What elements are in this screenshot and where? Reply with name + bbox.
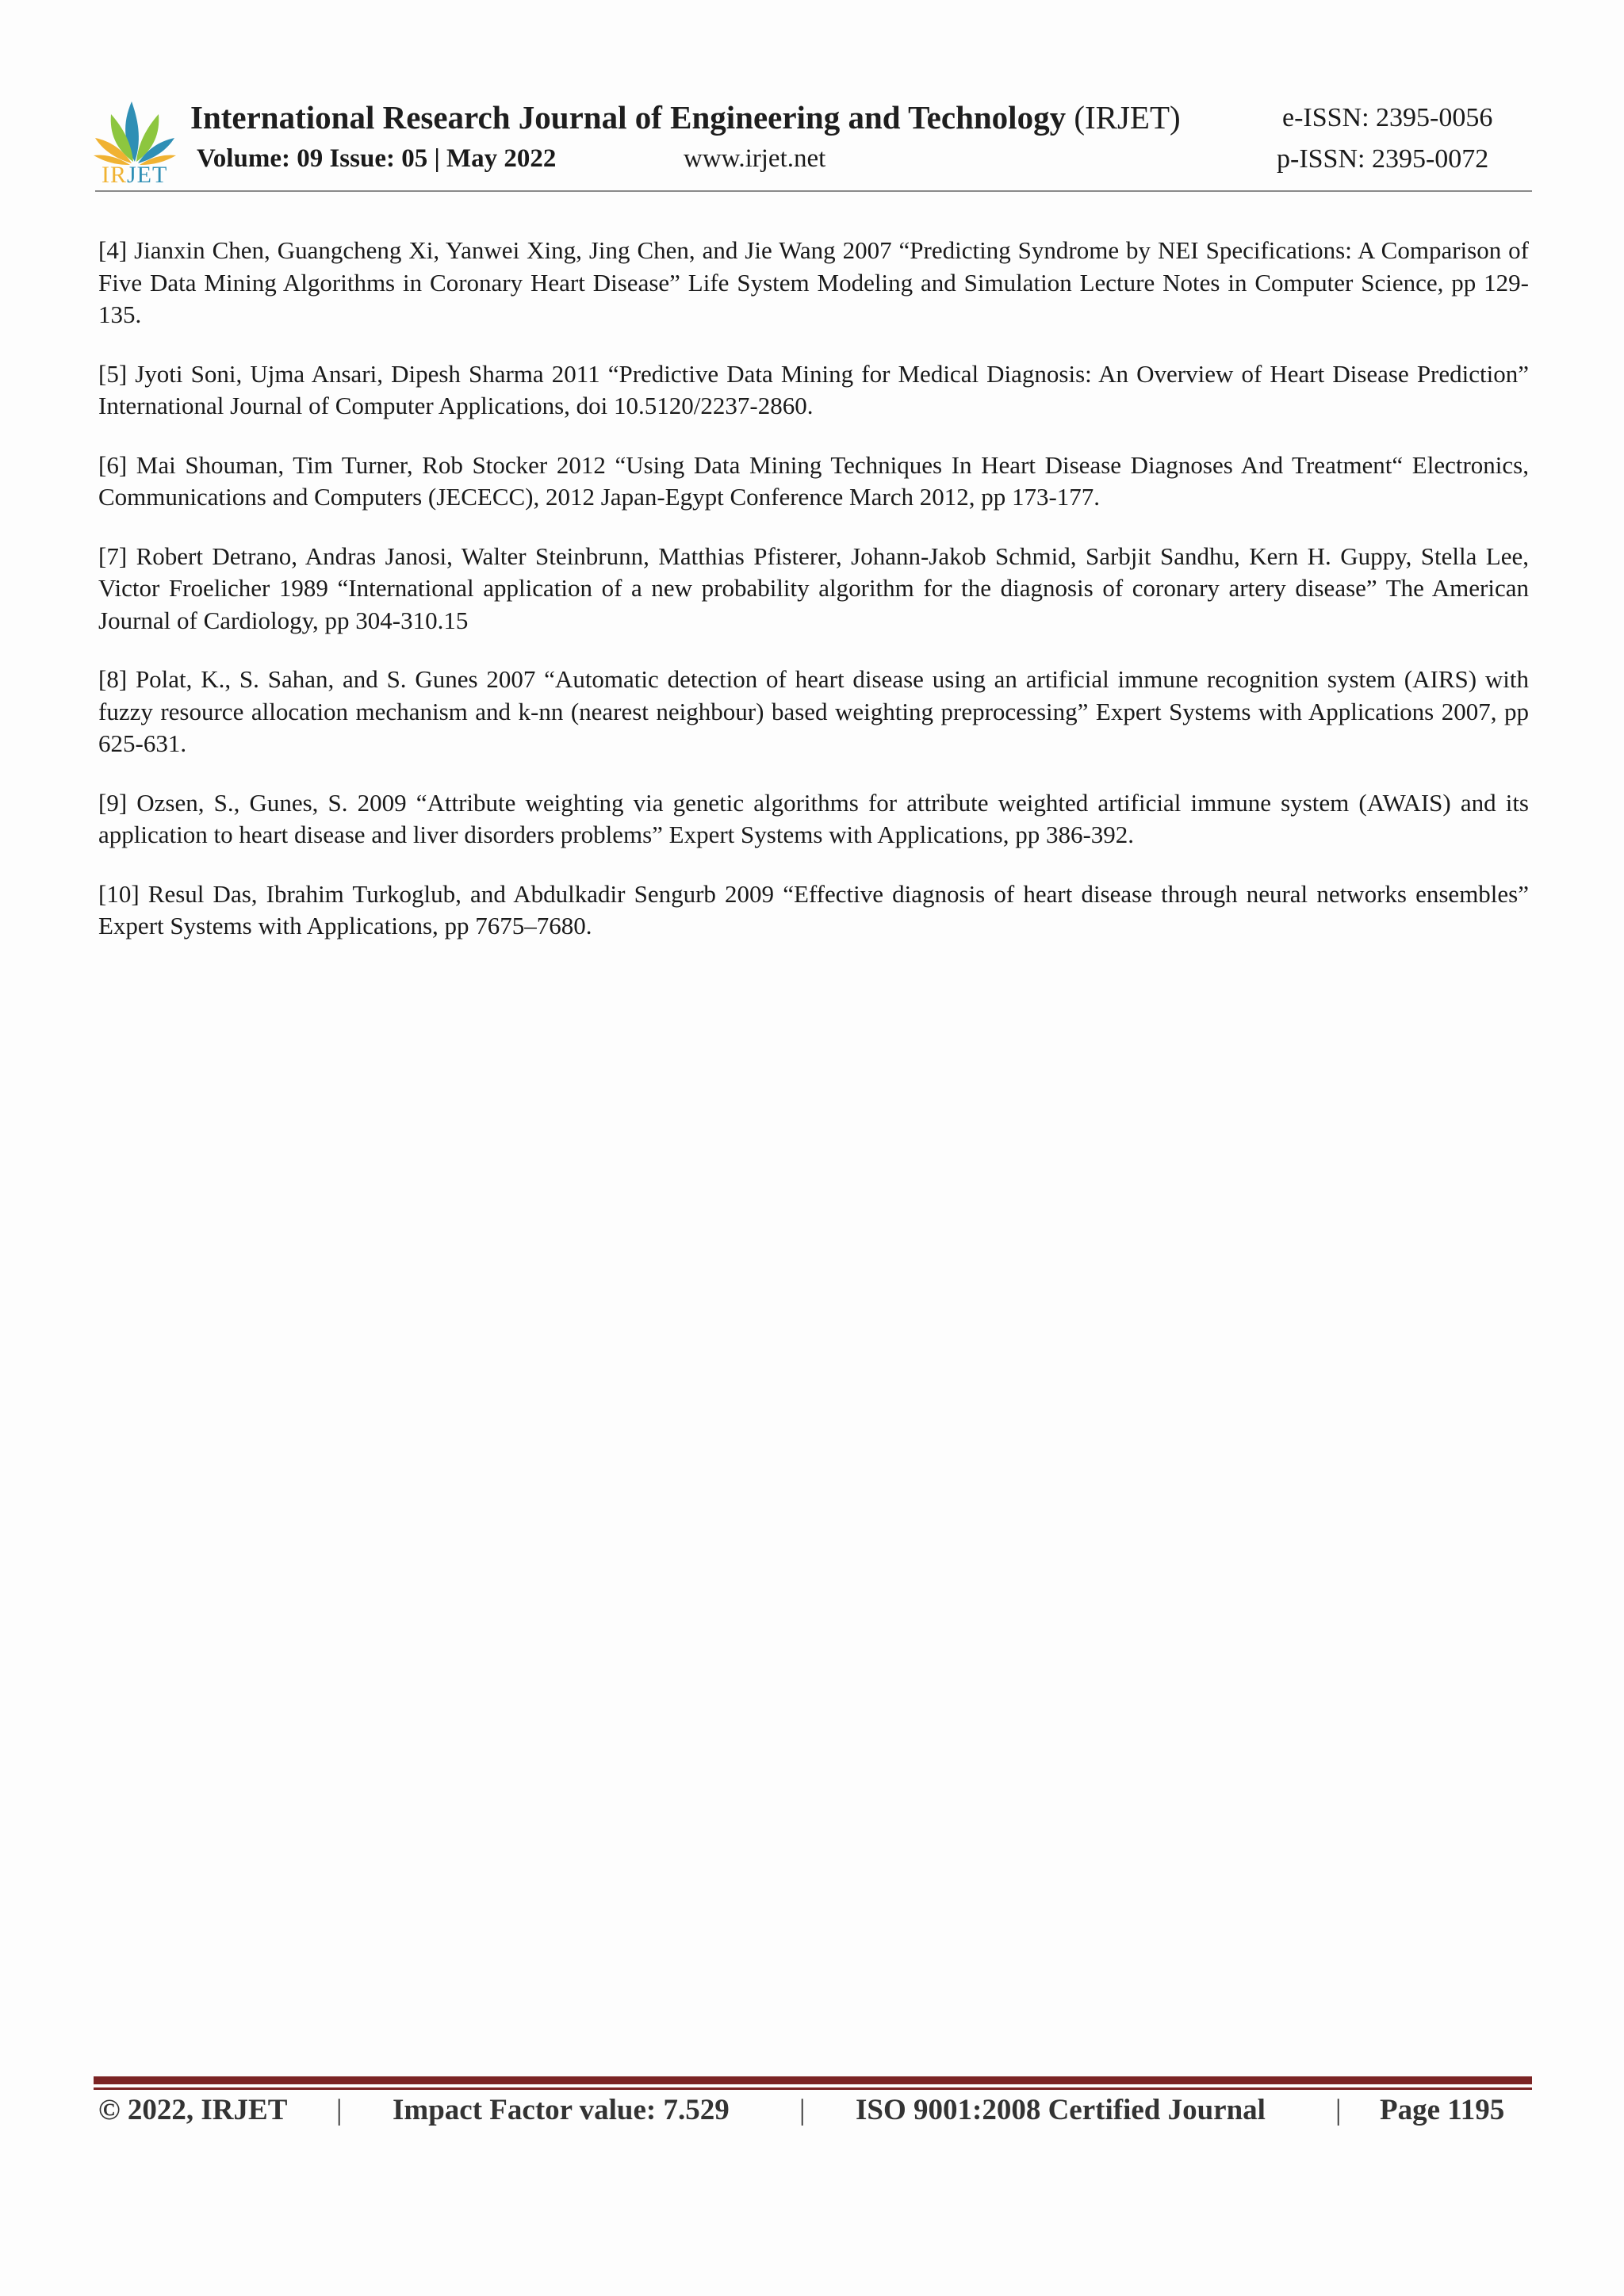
footer-page-number xyxy=(1380,2093,1504,2128)
reference-item-4: [4] Jianxin Chen, Guangcheng Xi, Yanwei Xing, Jing Chen, and Jie Wang 2007 “Predicting Syndrome by NEI Specifications: A Comparison of Five Data Mining Algorithms in Coronary Heart Disease” Life System Modeling and Simulation Lecture Notes in Computer Science, pp 129-135. xyxy=(98,236,1529,328)
e-issn: e-ISSN: 2395-0056 xyxy=(1282,103,1493,132)
journal-abbr: (IRJET) xyxy=(1074,99,1181,136)
reference-item-7: [7] Robert Detrano, Andras Janosi, Walter Steinbrunn, Matthias Pfisterer, Johann-Jakob Schmid, Sarbjit Sandhu, Kern H. Guppy, Stella Lee, Victor Froelicher 1989 “International application of a new probability algorithm for the diagnosis of coronary artery disease” The American Journal of Cardiology, pp 304-310.15 xyxy=(98,541,1529,634)
reference-item-8: [8] Polat, K., S. Sahan, and S. Gunes 2007 “Automatic detection of heart disease using an artificial immune recognition system (AIRS) with fuzzy resource allocation mechanism and k-nn (nearest neighbour) based weighting preprocessing” Expert Systems with Applications 2007, pp 625-631. xyxy=(98,665,1529,757)
footer-divider-thin xyxy=(94,2087,1532,2090)
footer-separator: | xyxy=(1335,2094,1342,2126)
footer-divider-thick xyxy=(94,2076,1532,2084)
p-issn: p-ISSN: 2395-0072 xyxy=(1277,144,1489,174)
reference-list xyxy=(98,235,1529,970)
journal-title xyxy=(190,98,1181,136)
reference-item-5: [5] Jyoti Soni, Ujma Ansari, Dipesh Sharma 2011 “Predictive Data Mining for Medical Diagnosis: An Overview of Heart Disease Prediction” International Journal of Computer Applications, doi 10.5120/2237-2860. xyxy=(98,359,1529,419)
logo-text-ir: IR xyxy=(102,162,127,188)
footer-separator: | xyxy=(336,2094,343,2126)
logo-text-jet: JET xyxy=(127,162,168,188)
reference-item-10: [10] Resul Das, Ibrahim Turkoglub, and Abdulkadir Sengurb 2009 “Effective diagnosis of heart disease through neural networks ensembles” Expert Systems with Applications, pp 7675–7680. xyxy=(98,879,1529,939)
footer-separator: | xyxy=(799,2094,806,2126)
footer-iso-certification: ISO 9001:2008 Certified Journal xyxy=(856,2094,1266,2126)
footer-impact-factor: Impact Factor value: 7.529 xyxy=(393,2094,730,2126)
reference-item-6: [6] Mai Shouman, Tim Turner, Rob Stocker 2012 “Using Data Mining Techniques In Heart Disease Diagnoses And Treatment“ Electronics, Communications and Computers (JECECC), 2012 Japan-Egypt Conference March 2012, pp 173-177. xyxy=(98,450,1529,511)
logo-wordmark xyxy=(102,162,167,189)
footer-copyright: © 2022, IRJET xyxy=(98,2094,288,2126)
journal-name: International Research Journal of Engineering and Technology xyxy=(190,99,1067,136)
website-link[interactable]: www.irjet.net xyxy=(684,144,826,173)
header-divider xyxy=(95,190,1532,192)
volume-issue: Volume: 09 Issue: 05 | May 2022 xyxy=(197,144,557,173)
page-number-label: Page 1195 xyxy=(1380,2094,1505,2126)
reference-item-9: [9] Ozsen, S., Gunes, S. 2009 “Attribute weighting via genetic algorithms for attribute weighted artificial immune system (AWAIS) and its application to heart disease and liver disorders problems” Expert Systems with Applications, pp 386-392. xyxy=(98,788,1529,848)
